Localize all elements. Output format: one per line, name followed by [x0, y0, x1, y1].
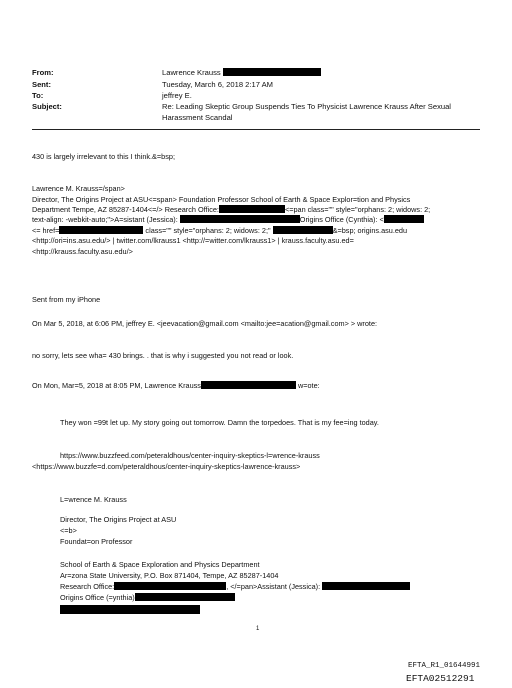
to-label: To: — [32, 91, 44, 100]
document-id-large: EFTA02512291 — [406, 673, 475, 684]
signature-line: <=b> — [60, 526, 77, 535]
document-id-small: EFTA_R1_01644991 — [408, 662, 481, 670]
redaction — [135, 593, 235, 601]
redaction — [201, 381, 296, 389]
redaction — [114, 582, 226, 590]
signature-line: Director, The Origins Project at ASU<=span> Foundation Professor School of Earth & Space Explor=tion and Physics — [32, 195, 411, 204]
redaction — [384, 215, 424, 223]
sent-label: Sent: — [32, 80, 51, 89]
quote-text: On Mon, Mar=5, 2018 at 8:05 PM, Lawrence Krauss — [32, 381, 201, 390]
reply-text: They won =99t let up. My story going out tomorrow. Damn the torpedoes. That is my fee=ing today. — [60, 418, 379, 427]
redaction — [219, 205, 285, 213]
redaction — [60, 605, 200, 614]
body-line: 430 is largely irrelevant to this I think.&=bsp; — [32, 152, 175, 161]
signature-text: <= href= — [32, 226, 60, 235]
signature-line: School of Earth & Space Exploration and Physics Department — [60, 560, 260, 569]
signature-line — [32, 226, 407, 235]
signature-text: &=bsp; origins.asu.edu — [332, 226, 408, 235]
from-name: Lawrence Krauss — [162, 68, 221, 77]
subject-line-1: Re: Leading Skeptic Group Suspends Ties To Physicist Lawrence Krauss After Sexual — [162, 102, 451, 111]
sent-value: Tuesday, March 6, 2018 2:17 AM — [162, 80, 274, 89]
quote-header: On Mar 5, 2018, at 6:06 PM, jeffrey E. <jeevacation@gmail.com <mailto:jee=acation@gmail.com> > wrote: — [32, 319, 378, 328]
link[interactable]: https://www.buzzfeed.com/peteraldhous/center-inquiry-skeptics-l=wrence-krauss — [60, 451, 320, 460]
signature-text: Origins Office (Cynthia): < — [299, 215, 384, 224]
redaction — [322, 582, 410, 590]
header-divider — [32, 129, 480, 130]
signature-line — [32, 215, 424, 224]
from-label: From: — [32, 68, 54, 77]
reply-text: no sorry, lets see wha= 430 brings. . that is why i suggested you not read or look. — [32, 351, 294, 360]
quote-text: w=ote: — [297, 381, 320, 390]
redaction — [59, 226, 143, 234]
signature-text: Origins Office (=ynthia) — [60, 593, 135, 602]
quote-header — [32, 381, 320, 390]
signature-line: <http://ori=ins.asu.edu/> | twitter.com/lkrauss1 <http://=witter.com/lkrauss1> | krauss.faculty.asu.ed= — [32, 236, 354, 245]
subject-label: Subject: — [32, 102, 62, 111]
link[interactable]: <https://www.buzzfe=d.com/peteraldhous/center-inquiry-skeptics-lawrence-krauss> — [32, 462, 301, 471]
signature-line: <http://krauss.faculty.asu.edu/> — [32, 247, 133, 256]
signature-line: L=wrence M. Krauss — [60, 495, 127, 504]
signature-line: Ar=zona State University, P.O. Box 871404, Tempe, AZ 85287-1404 — [60, 571, 279, 580]
redaction — [180, 215, 300, 223]
signature-text: text-align: -webkit-auto;">A=sistant (Jessica): — [32, 215, 178, 224]
redaction — [223, 68, 321, 76]
signature-line — [60, 582, 410, 591]
subject-line-2: Harassment Scandal — [162, 113, 233, 122]
redaction — [273, 226, 333, 234]
signature-text: Department Tempe, AZ 85287-1404<=/> Research Office: — [32, 205, 219, 214]
sent-from-iphone: Sent from my iPhone — [32, 295, 101, 304]
signature-text: , </=pan>Assistant (Jessica): — [226, 582, 321, 591]
signature-line: Director, The Origins Project at ASU — [60, 515, 177, 524]
from-value — [162, 68, 321, 77]
signature-line — [60, 593, 235, 602]
signature-line: Foundat=on Professor — [60, 537, 133, 546]
signature-text: <=pan class="" style="orphans: 2; widows: 2; — [284, 205, 431, 214]
signature-line: Lawrence M. Krauss=/span> — [32, 184, 125, 193]
signature-line — [32, 205, 430, 214]
page-number: 1 — [256, 626, 260, 632]
signature-text: Research Office: — [60, 582, 115, 591]
to-value: jeffrey E. — [162, 91, 192, 100]
signature-text: class="" style="orphans: 2; widows: 2;" — [145, 226, 271, 235]
